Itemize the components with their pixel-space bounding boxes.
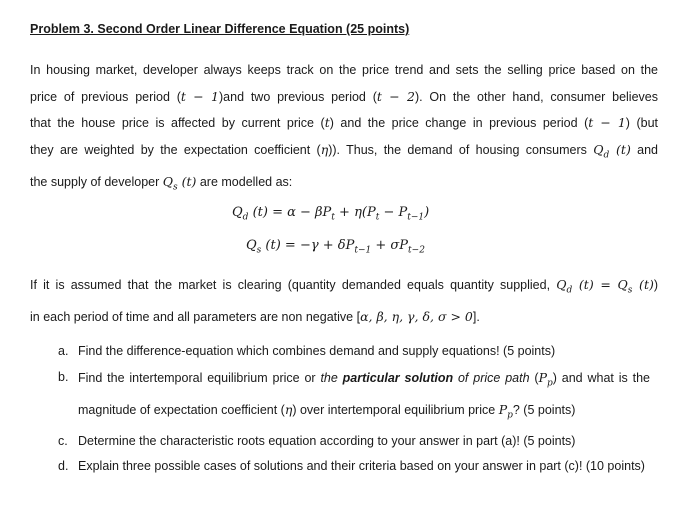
intro-line-4: they are weighted by the expectation coefficient (η)). Thus, the demand of housing consumers $Q_d$ (t) and	[30, 141, 659, 160]
intro-line-2: price of previous period (t − 1)and two previous period (t − 2). On the other hand, consumer believes	[30, 88, 658, 104]
question-marker: d.	[58, 459, 69, 473]
problem-title: Problem 3. Second Order Linear Difference Equation (25 points)	[30, 22, 410, 36]
intro-line-3: that the house price is affected by current price (t) and the price change in previous period (t − 1) (but	[30, 115, 659, 130]
question-marker: a.	[58, 344, 69, 358]
supply-equation: $Q_s$ $(t) = -\gamma + \delta P_{t-1} + \sigma P_{t-2}$	[246, 238, 425, 256]
question-marker: b.	[58, 369, 69, 384]
question-list	[58, 339, 650, 480]
demand-equation: $Q_d$ $(t) = \alpha - \beta P_t + \eta(P_t - P_{t-1})$	[232, 205, 430, 223]
market-clearing-paragraph	[30, 272, 658, 331]
clearing-line-1: If it is assumed that the market is clearing (quantity demanded equals quantity supplied, $Q_d$ $(t) = Q_s$ (t))	[30, 277, 659, 296]
question-d	[58, 454, 650, 480]
question-c	[58, 429, 650, 455]
intro-line-1: In housing market, developer always keeps track on the price trend and sets the selling price based on the	[30, 63, 658, 77]
question-text: Explain three possible cases of solutions and their criteria based on your answer in part (c)! (10 points)	[78, 459, 645, 473]
question-text: Find the difference-equation which combines demand and supply equations! (5 points)	[78, 344, 556, 358]
question-text: Determine the characteristic roots equation according to your answer in part (a)! (5 points)	[78, 433, 576, 448]
question-marker: c.	[58, 433, 68, 448]
clearing-line-2: in each period of time and all parameters are non negative [α, β, η, γ, δ, σ > 0].	[30, 309, 480, 324]
intro-paragraph	[30, 58, 658, 201]
question-a	[58, 339, 650, 365]
intro-line-5: the supply of developer $Q_s$ (t) are modelled as:	[30, 173, 293, 192]
question-b: b. Find the intertemporal equilibrium price or the particular solution of price path $(P_p)$ and what is the magnitude of expectation coefficient (η) over intertemporal equilibrium price $P_p$? (5 points)	[58, 365, 650, 429]
